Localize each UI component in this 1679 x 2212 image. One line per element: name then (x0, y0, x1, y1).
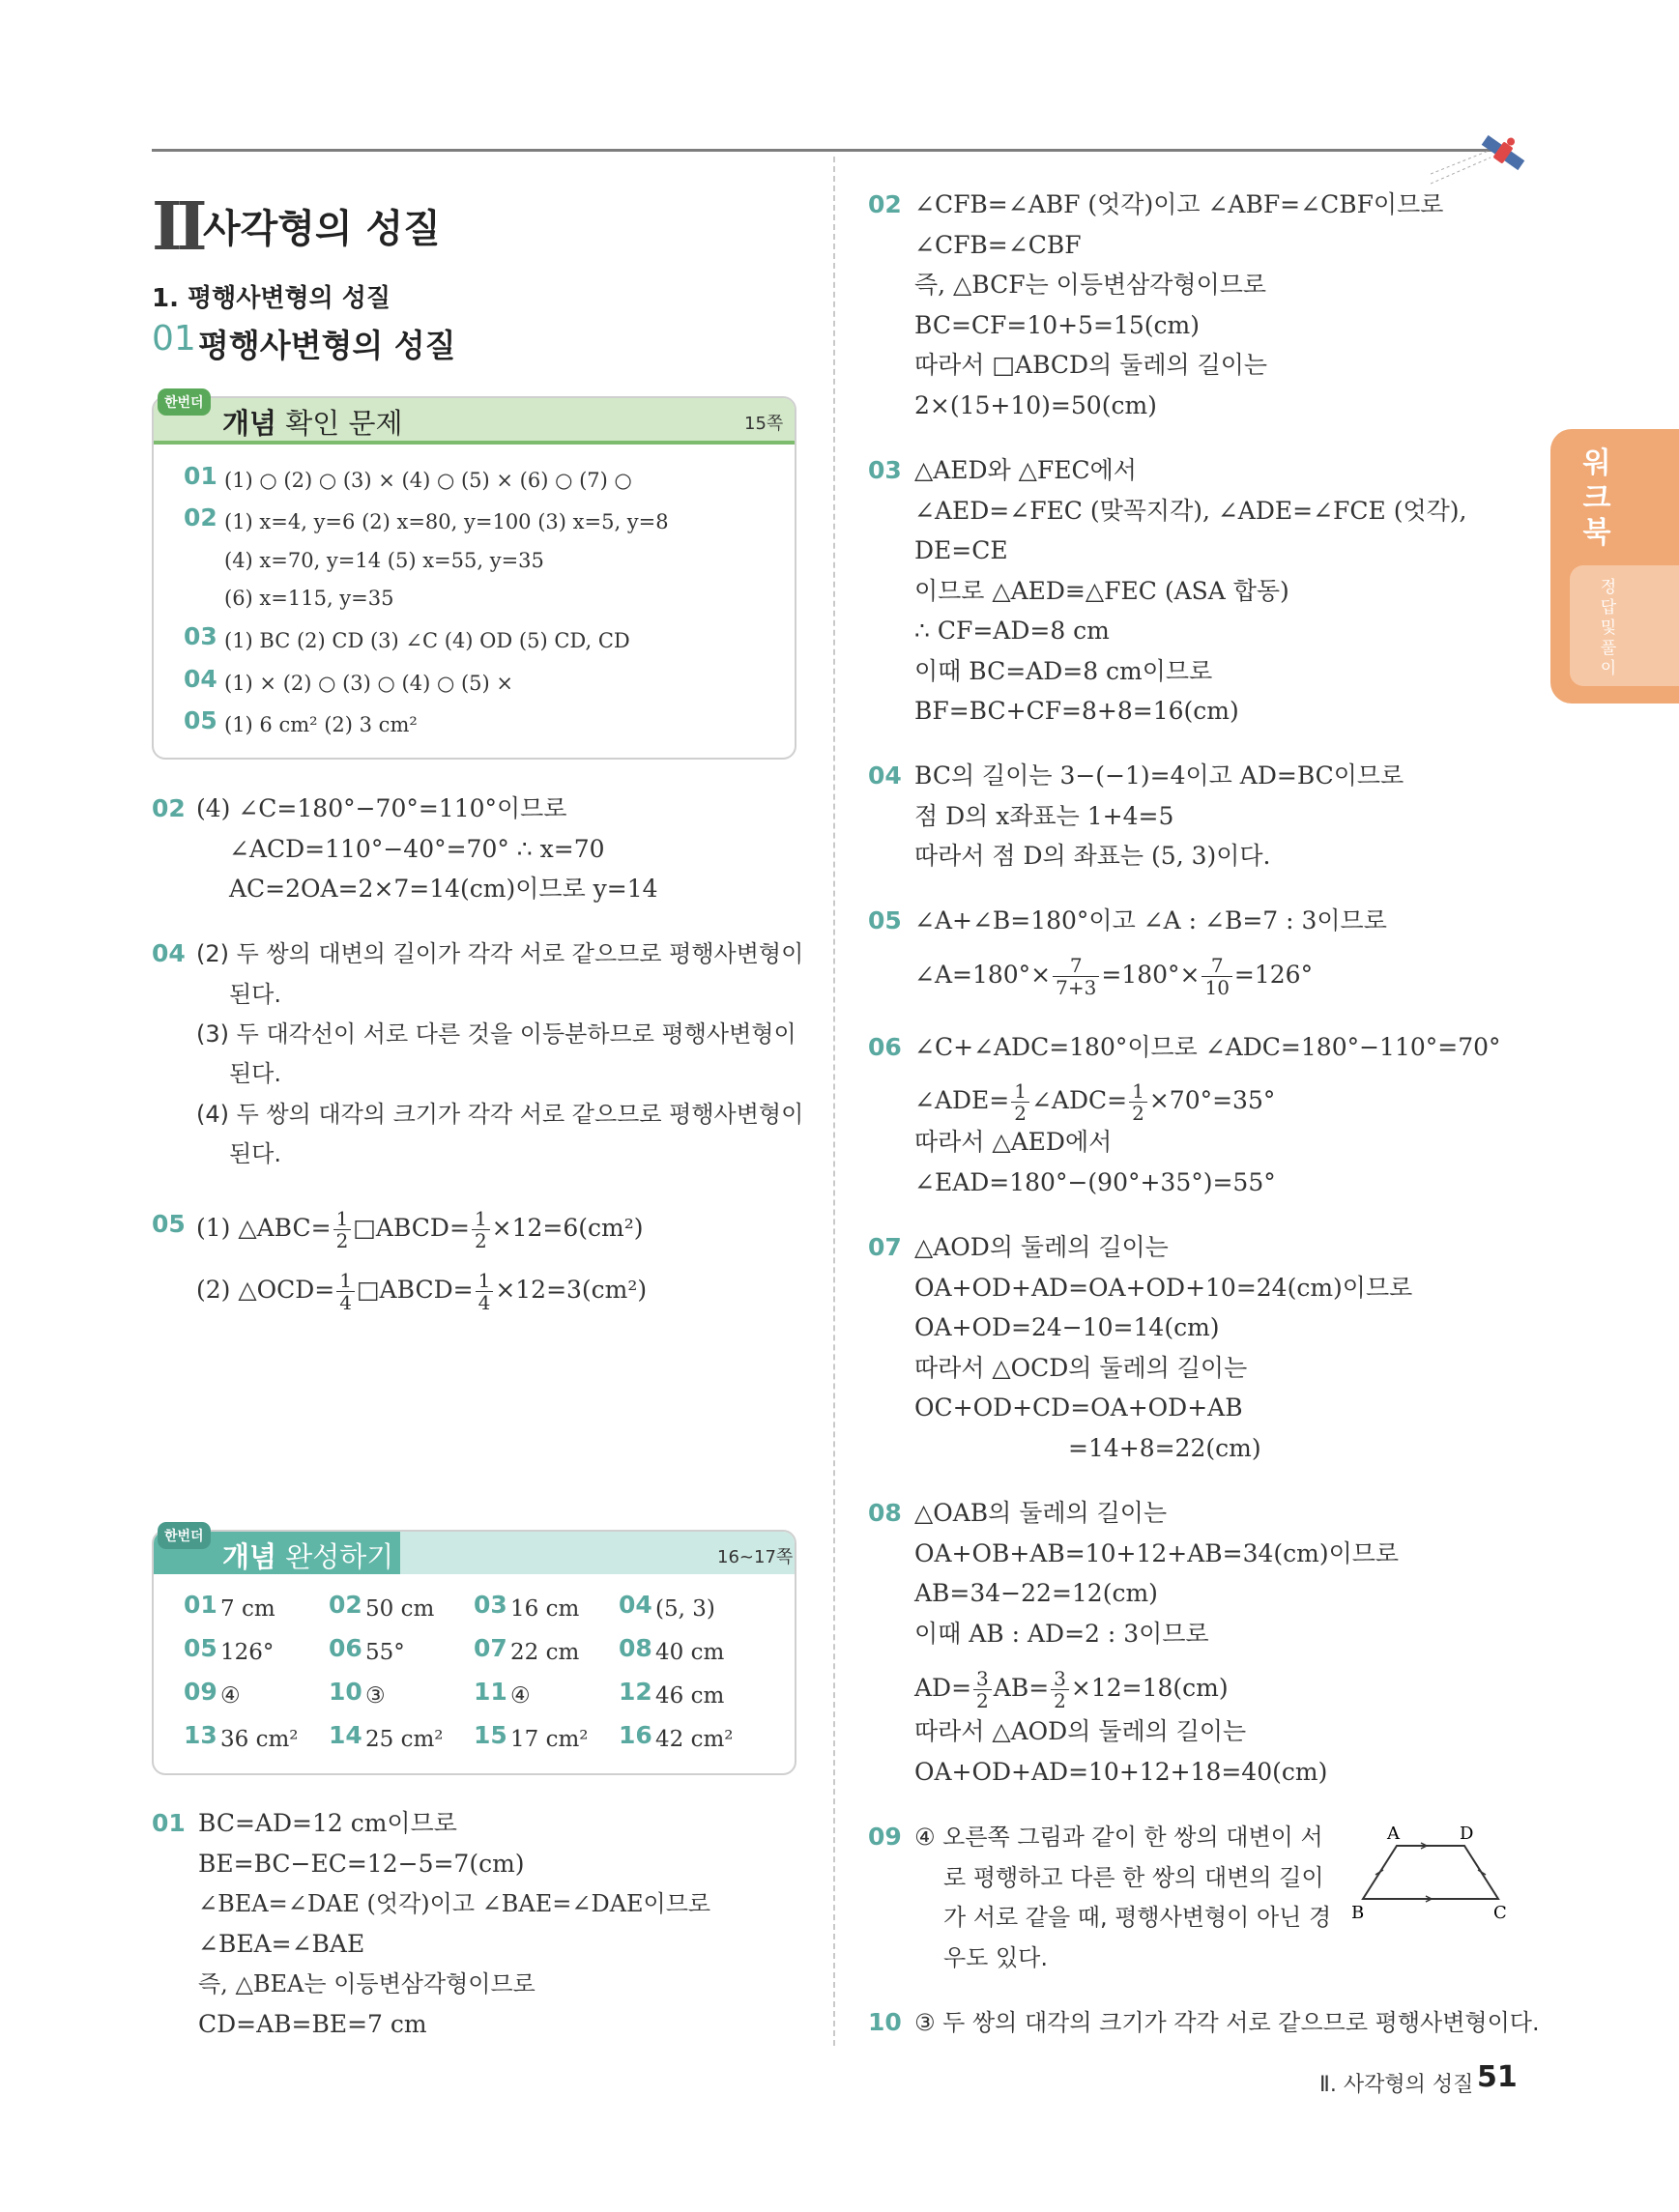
solution-line (196, 1270, 647, 1313)
fraction (333, 1208, 352, 1251)
solution-number: 09 (868, 1823, 902, 1851)
box-title-rest: 완성하기 (285, 1540, 394, 1573)
solution-number: 06 (868, 1033, 902, 1061)
answer-number: 03 (474, 1591, 507, 1619)
solution-number: 08 (868, 1499, 902, 1527)
box-title (222, 402, 403, 442)
denominator: 2 (1054, 1689, 1066, 1712)
box-title (222, 1536, 393, 1575)
answer-number: 16 (619, 1721, 652, 1749)
denominator: 4 (339, 1291, 352, 1314)
solution-line: 된다. (229, 1140, 281, 1167)
math-text: =126° (1233, 961, 1314, 989)
solution-line: 우도 있다. (943, 1944, 1048, 1971)
fraction (476, 1270, 494, 1313)
solution-number: 02 (868, 190, 902, 218)
denominator: 2 (976, 1689, 989, 1712)
solution-line: DE=CE (914, 536, 1008, 564)
fraction (472, 1208, 490, 1251)
answer-number: 05 (184, 706, 217, 734)
math-text: ×12=3(cm²) (495, 1276, 648, 1304)
solution-line: 이므로 △AED≡△FEC (ASA 합동) (914, 577, 1289, 605)
math-text: ∠ADE= (914, 1086, 1010, 1114)
answer-number: 04 (619, 1591, 652, 1619)
solution-line: (2) 두 쌍의 대변의 길이가 각각 서로 같으므로 평행사변형이 (196, 940, 804, 967)
solution-number: 05 (868, 906, 902, 934)
solution-number: 04 (152, 939, 186, 967)
denominator: 2 (1014, 1102, 1027, 1125)
answer-value: ④ (220, 1683, 241, 1709)
solution-number: 03 (868, 456, 902, 484)
solution-line: △AOD의 둘레의 길이는 (914, 1233, 1169, 1261)
solution-line: 된다. (229, 1060, 281, 1087)
math-text: ×12=6(cm²) (491, 1214, 644, 1242)
solution-line: 된다. (229, 981, 281, 1008)
badge: 한번더 (158, 388, 211, 416)
math-text: ∠ADC= (1030, 1086, 1128, 1114)
fraction (973, 1668, 992, 1711)
side-tab-label: 워크북 (1582, 446, 1611, 550)
side-tab-sublabel: 정답 및 풀이 (1600, 578, 1617, 678)
solution-line: 2×(15+10)=50(cm) (914, 391, 1157, 419)
numerator: 1 (1011, 1080, 1029, 1103)
denominator: 2 (474, 1229, 487, 1252)
badge: 한번더 (158, 1522, 211, 1549)
solution-line (914, 955, 1313, 998)
solution-line (196, 1208, 644, 1251)
solution-line: 따라서 △AED에서 (914, 1128, 1113, 1156)
answer-value: 36 cm² (220, 1727, 299, 1752)
solution-line: ∠A+∠B=180°이고 ∠A : ∠B=7 : 3이므로 (914, 906, 1387, 934)
answer-number: 04 (184, 665, 217, 693)
solution-line: ④ 오른쪽 그림과 같이 한 쌍의 대변이 서 (914, 1824, 1323, 1851)
answer-number: 11 (474, 1678, 507, 1706)
answer-number: 13 (184, 1721, 217, 1749)
answer-line: (1) ○ (2) ○ (3) × (4) ○ (5) × (6) ○ (7) ○ (224, 469, 632, 492)
solution-line: CD=AB=BE=7 cm (198, 2010, 427, 2038)
answer-value: 22 cm (510, 1640, 580, 1665)
answer-value: 16 cm (510, 1596, 580, 1622)
math-text: □ABCD= (353, 1214, 470, 1242)
denominator: 2 (335, 1229, 349, 1252)
answer-value: ④ (510, 1683, 531, 1709)
solution-line: ∠BEA=∠BAE (198, 1930, 365, 1958)
answer-value: 25 cm² (365, 1727, 444, 1752)
solution-line: BF=BC+CF=8+8=16(cm) (914, 697, 1239, 725)
math-text: (1) △ABC= (196, 1214, 332, 1242)
numerator: 3 (1051, 1668, 1069, 1690)
answer-line: (1) 6 cm² (2) 3 cm² (224, 713, 418, 736)
answer-value: (5, 3) (655, 1596, 715, 1622)
fraction (1201, 955, 1231, 998)
solution-line: 로 평행하고 다른 한 쌍의 대변의 길이 (943, 1864, 1324, 1891)
satellite-icon (1431, 114, 1537, 191)
solution-line: 이때 BC=AD=8 cm이므로 (914, 657, 1213, 685)
page-number: 51 (1477, 2060, 1518, 2094)
label-a: A (1387, 1824, 1400, 1844)
solution-line: OC+OD+CD=OA+OD+AB (914, 1393, 1243, 1422)
answer-number: 01 (184, 1591, 217, 1619)
solution-line: BE=BC−EC=12−5=7(cm) (198, 1850, 525, 1878)
solution-line: (4) ∠C=180°−70°=110°이므로 (196, 794, 567, 822)
numerator: 1 (1129, 1080, 1147, 1103)
answer-number: 05 (184, 1634, 217, 1662)
numerator: 3 (973, 1668, 992, 1690)
math-text: ×12=18(cm) (1070, 1674, 1229, 1702)
solution-line: (3) 두 대각선이 서로 다른 것을 이등분하므로 평행사변형이 (196, 1020, 796, 1048)
answer-number: 14 (329, 1721, 362, 1749)
answer-line: (4) x=70, y=14 (5) x=55, y=35 (224, 549, 544, 572)
subsection-title: 평행사변형의 성질 (198, 327, 456, 364)
fraction (1051, 1668, 1069, 1711)
answer-value: 17 cm² (510, 1727, 589, 1752)
solution-line: AC=2OA=2×7=14(cm)이므로 y=14 (229, 875, 658, 903)
solution-line: 따라서 △AOD의 둘레의 길이는 (914, 1717, 1247, 1745)
math-text: □ABCD= (356, 1276, 474, 1304)
solution-line: =14+8=22(cm) (1068, 1434, 1261, 1462)
math-text: AB= (993, 1674, 1050, 1702)
solution-number: 02 (152, 794, 186, 822)
answer-value: 40 cm (655, 1640, 725, 1665)
answer-value: 42 cm² (655, 1727, 734, 1752)
box-title-bold: 개념 (222, 407, 277, 440)
solution-line (914, 1080, 1275, 1124)
solution-line (914, 1668, 1229, 1711)
denominator: 7+3 (1056, 976, 1097, 999)
answer-value: 7 cm (220, 1596, 275, 1622)
solution-number: 04 (868, 761, 902, 790)
header-rule (152, 149, 1500, 152)
solution-line: ∠C+∠ADC=180°이므로 ∠ADC=180°−110°=70° (914, 1033, 1501, 1061)
solution-line: ∠AED=∠FEC (맞꼭지각), ∠ADE=∠FCE (엇각), (914, 497, 1467, 525)
answer-number: 15 (474, 1721, 507, 1749)
answer-number: 09 (184, 1678, 217, 1706)
answer-number: 06 (329, 1634, 362, 1662)
answer-number: 12 (619, 1678, 652, 1706)
numerator: 1 (336, 1270, 355, 1292)
solution-line: OA+OB+AB=10+12+AB=34(cm)이므로 (914, 1539, 1400, 1567)
solution-number: 05 (152, 1210, 186, 1238)
math-text: (2) △OCD= (196, 1276, 335, 1304)
solution-line: ∠CFB=∠ABF (엇각)이고 ∠ABF=∠CBF이므로 (914, 190, 1444, 218)
fraction (1053, 955, 1099, 998)
answer-line: (6) x=115, y=35 (224, 587, 394, 610)
denominator: 2 (1132, 1102, 1144, 1125)
numerator: 7 (1053, 955, 1099, 977)
solution-number: 01 (152, 1809, 186, 1837)
numerator: 1 (333, 1208, 352, 1230)
math-text: =180°× (1101, 961, 1201, 989)
answer-number: 03 (184, 622, 217, 650)
math-text: AD= (914, 1674, 972, 1702)
numerator: 1 (476, 1270, 494, 1292)
solution-line: 따라서 □ABCD의 둘레의 길이는 (914, 351, 1268, 379)
answer-value: 55° (365, 1640, 405, 1665)
solution-line: 가 서로 같을 때, 평행사변형이 아닌 경 (943, 1904, 1332, 1931)
solution-line: ∴ CF=AD=8 cm (914, 617, 1110, 645)
answer-number: 07 (474, 1634, 507, 1662)
solution-line: BC의 길이는 3−(−1)=4이고 AD=BC이므로 (914, 761, 1404, 790)
solution-line: BC=CF=10+5=15(cm) (914, 311, 1200, 339)
answer-line: (1) BC (2) CD (3) ∠C (4) OD (5) CD, CD (224, 629, 630, 652)
solution-line: ∠BEA=∠DAE (엇각)이고 ∠BAE=∠DAE이므로 (198, 1890, 711, 1917)
answer-number: 01 (184, 462, 217, 490)
chapter-number: II (152, 188, 202, 266)
numerator: 7 (1201, 955, 1231, 977)
solution-line: 점 D의 x좌표는 1+4=5 (914, 802, 1174, 830)
fraction (1129, 1080, 1147, 1124)
answer-value: ③ (365, 1683, 386, 1709)
section-heading: 1. 평행사변형의 성질 (152, 284, 391, 313)
label-d: D (1460, 1824, 1474, 1844)
solution-line: BC=AD=12 cm이므로 (198, 1809, 457, 1837)
solution-line: △AED와 △FEC에서 (914, 456, 1137, 484)
answer-value: 50 cm (365, 1596, 435, 1622)
solution-line: AB=34−22=12(cm) (914, 1579, 1158, 1607)
math-text: ∠A=180°× (914, 961, 1052, 989)
solution-line: ③ 두 쌍의 대각의 크기가 각각 서로 같으므로 평행사변형이다. (914, 2009, 1540, 2036)
solution-line: OA+OD+AD=OA+OD+10=24(cm)이므로 (914, 1274, 1413, 1302)
box-title-bold: 개념 (222, 1540, 277, 1573)
label-b: B (1351, 1903, 1365, 1923)
answer-number: 10 (329, 1678, 362, 1706)
answer-number: 02 (184, 503, 217, 531)
chapter-title: 사각형의 성질 (203, 207, 441, 251)
solution-line: (4) 두 쌍의 대각의 크기가 각각 서로 같으므로 평행사변형이 (196, 1101, 804, 1128)
column-divider (833, 157, 835, 2046)
solution-line: 따라서 △OCD의 둘레의 길이는 (914, 1354, 1248, 1382)
page-ref: 15쪽 (744, 414, 784, 434)
solution-line: 즉, △BCF는 이등변삼각형이므로 (914, 271, 1267, 299)
denominator: 10 (1204, 976, 1230, 999)
solution-line: ∠CFB=∠CBF (914, 231, 1082, 259)
footer-chapter: Ⅱ. 사각형의 성질 (1319, 2073, 1474, 2097)
page-ref: 16~17쪽 (717, 1547, 794, 1567)
subsection-number: 01 (152, 319, 196, 359)
solution-line: 따라서 점 D의 좌표는 (5, 3)이다. (914, 842, 1271, 870)
trapezoid-figure (1344, 1822, 1518, 1938)
label-c: C (1493, 1903, 1507, 1923)
solution-line: OA+OD=24−10=14(cm) (914, 1313, 1220, 1341)
fraction (1011, 1080, 1029, 1124)
concept-check-box (152, 396, 796, 760)
solution-line: OA+OD+AD=10+12+18=40(cm) (914, 1758, 1328, 1786)
numerator: 1 (472, 1208, 490, 1230)
box-title-rest: 확인 문제 (285, 407, 403, 440)
solution-line: 즉, △BEA는 이등변삼각형이므로 (198, 1970, 536, 1997)
answer-value: 46 cm (655, 1683, 725, 1709)
side-tab-sub-panel (1570, 565, 1679, 686)
solution-number: 10 (868, 2008, 902, 2036)
answer-number: 02 (329, 1591, 362, 1619)
answer-value: 126° (220, 1640, 275, 1665)
denominator: 4 (478, 1291, 491, 1314)
solution-number: 07 (868, 1233, 902, 1261)
answer-number: 08 (619, 1634, 652, 1662)
solution-line: ∠ACD=110°−40°=70° ∴ x=70 (229, 835, 605, 863)
math-text: ×70°=35° (1148, 1086, 1276, 1114)
solution-line: △OAB의 둘레의 길이는 (914, 1499, 1168, 1527)
solution-line: 이때 AB : AD=2 : 3이므로 (914, 1620, 1209, 1648)
solution-line: ∠EAD=180°−(90°+35°)=55° (914, 1168, 1276, 1196)
fraction (336, 1270, 355, 1313)
answer-line: (1) x=4, y=6 (2) x=80, y=100 (3) x=5, y=8 (224, 510, 669, 533)
answer-line: (1) × (2) ○ (3) ○ (4) ○ (5) × (224, 672, 513, 695)
